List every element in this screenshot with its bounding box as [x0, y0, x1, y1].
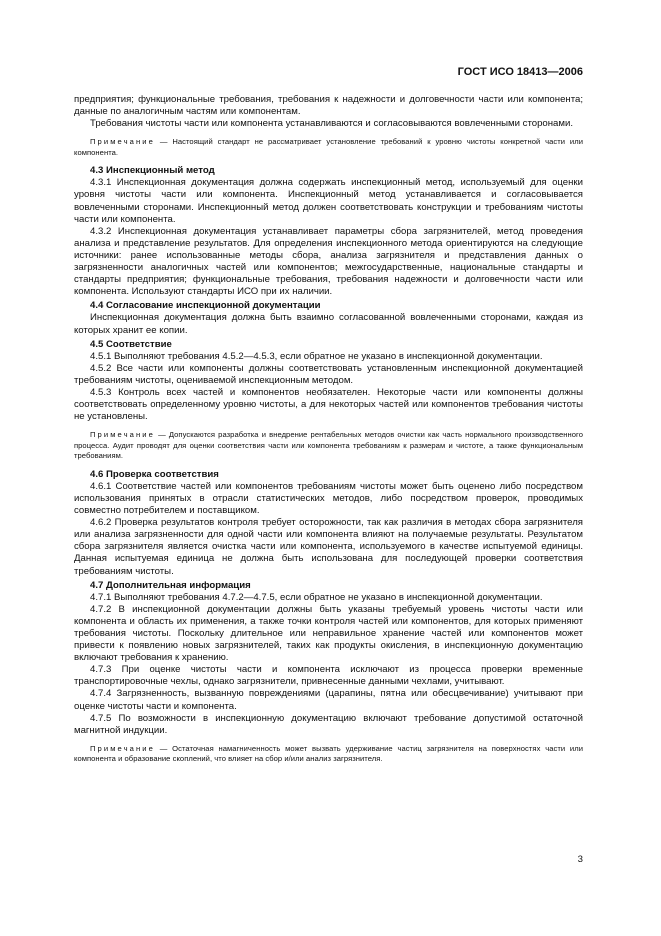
body-paragraph: Требования чистоты части или компонента устанавливаются и согласовываются вовлеченными сторонами.: [90, 118, 573, 130]
section-heading: 4.3 Инспекционный метод: [90, 165, 215, 177]
note-paragraph: [74, 137, 583, 158]
document-body: [74, 94, 583, 772]
section-heading: 4.6 Проверка соответствия: [90, 468, 219, 480]
note-text: — Настоящий стандарт не рассматривает установление требований к уровню чистоты конкретной части или компонента.: [74, 137, 584, 157]
body-paragraph: 4.5.2 Все части или компоненты должны соответствовать установленным инспекционной документацией требованиям чистоты, оцениваемой инспекционным методом.: [74, 362, 583, 386]
document-id-header: ГОСТ ИСО 18413—2006: [457, 66, 583, 78]
note-text: — Допускаются разработка и внедрение рентабельных методов очистки как часть нормального производственного процесса. Аудит проводят для оценки соответствия части или компонента требованиям к размерам и чистоте, а также функциональным требованиям.: [74, 430, 583, 461]
body-paragraph: 4.5.1 Выполняют требования 4.5.2—4.5.3, если обратное не указано в инспекционной документации.: [90, 350, 543, 362]
note-paragraph: [74, 744, 583, 765]
body-paragraph: 4.6.1 Соответствие частей или компонентов требованиям чистоты может быть оценено либо посредством использования принятых в отрасли статистических методов, либо посредством проверок, проводимых совместно потребителем и поставщиком.: [74, 480, 583, 517]
body-paragraph: Инспекционная документация должна быть взаимно согласованной вовлеченными сторонами, каждая из которых хранит ее копии.: [74, 312, 583, 336]
note-label: Примечание: [90, 430, 155, 440]
body-paragraph: 4.3.2 Инспекционная документация устанавливает параметры сбора загрязнителей, метод проведения анализа и представление результатов. Для определения инспекционного метода ориентируются на следующие источники: ранее использованные методы сбора, анализа загрязнителя и представления данных о загрязненности аналогичных частей или компонентов; межгосударственные, национальные стандарты и стандарты предприятия; функциональные требования, требования надежности и долговечности части или компонента. Используют стандарты ИСО при их наличии.: [74, 225, 583, 298]
section-heading: 4.4 Согласование инспекционной документации: [90, 300, 321, 312]
section-heading: 4.5 Соответствие: [90, 338, 172, 350]
note-label: Примечание: [90, 137, 155, 147]
body-paragraph: 4.6.2 Проверка результатов контроля требует осторожности, так как различия в методах сбора загрязнителя или анализа загрязненности для одной части или компонента влияют на получаемые результаты. Результатом сбора загрязнителя является очистка части или компонента, используемого в качестве испытуемой единицы. Данная испытуемая единица не должна быть использована для последующей проверки соответствия требованиям чистоты.: [74, 517, 583, 577]
body-paragraph: 4.7.3 При оценке чистоты части и компонента исключают из процесса проверки временные транспортировочные чехлы, однако загрязнители, привнесенные данными чехлами, учитывают.: [74, 664, 583, 688]
section-heading: 4.7 Дополнительная информация: [90, 579, 251, 591]
note-text: — Остаточная намагниченность может вызвать удерживание частиц загрязнителя на поверхностях части или компонента и образование скоплений, что влияет на сбор и/или анализ загрязнителя.: [74, 743, 583, 764]
body-paragraph: 4.7.5 По возможности в инспекционную документацию включают требование допустимой остаточной магнитной индукции.: [74, 712, 583, 736]
body-paragraph: 4.7.4 Загрязненность, вызванную повреждениями (царапины, пятна или обесцвечивание) учитывают при оценке чистоты части и компонента.: [74, 688, 583, 712]
body-paragraph: предприятия; функциональные требования, требования к надежности и долговечности части или компонента; данные по аналогичным частям или компонентам.: [74, 94, 583, 118]
note-paragraph: [74, 430, 583, 462]
page-number: 3: [577, 854, 583, 865]
note-label: Примечание: [90, 743, 155, 753]
body-paragraph: 4.7.2 В инспекционной документации должны быть указаны требуемый уровень чистоты части или компонента и область их применения, а также точки контроля частей или компонентов, для которых применяют требования чистоты. Поскольку длительное или неправильное хранение частей или компонентов может привести к появлению новых загрязнителей, таких как продукты окисления, в инспекционную документацию включают требования к хранению.: [74, 603, 583, 664]
body-paragraph: 4.3.1 Инспекционная документация должна содержать инспекционный метод, используемый для оценки уровня чистоты части или компонента. Инспекционный метод устанавливается и согласовывается вовлеченными сторонами. Инспекционный метод должен соответствовать конструкции и требованиям чистоты части или компонента.: [74, 177, 583, 225]
body-paragraph: 4.5.3 Контроль всех частей и компонентов необязателен. Некоторые части или компоненты должны соответствовать определенному уровню чистоты, а для некоторых частей или компонентов требования чистоты не установлены.: [74, 386, 583, 423]
body-paragraph: 4.7.1 Выполняют требования 4.7.2—4.7.5, если обратное не указано в инспекционной документации.: [90, 591, 543, 603]
